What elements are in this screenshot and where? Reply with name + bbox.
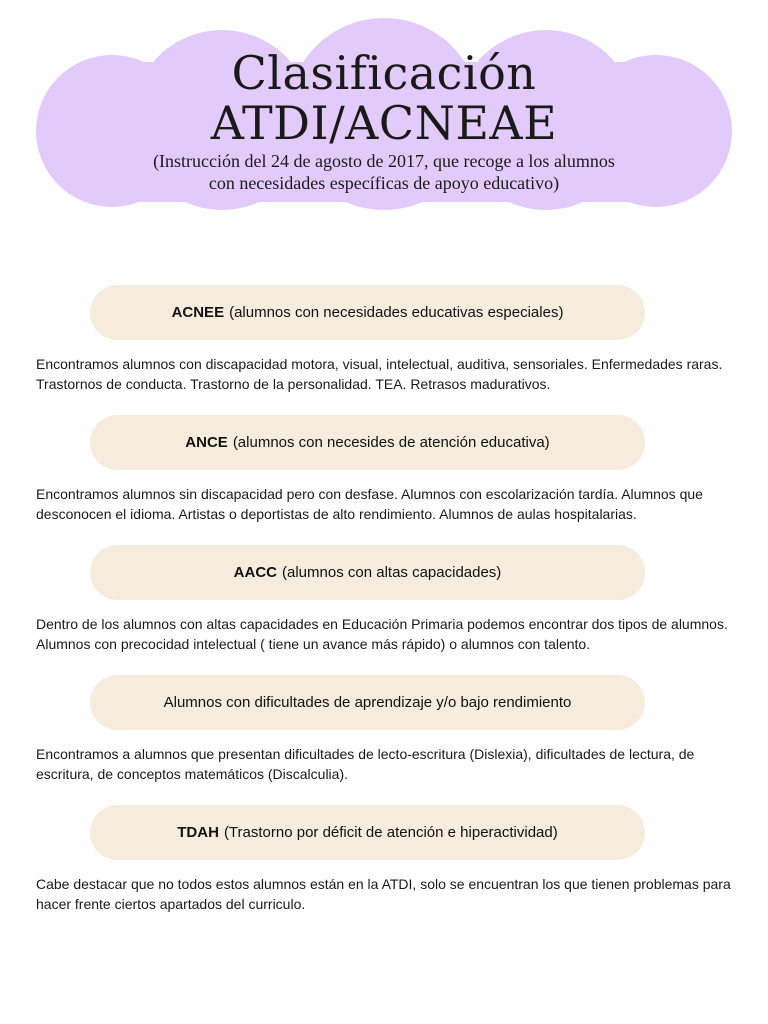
section-acronym: AACC xyxy=(233,564,278,581)
section-acronym: ANCE xyxy=(185,434,228,451)
section-heading-tdah xyxy=(90,805,645,860)
section-heading-dificultades xyxy=(90,675,645,730)
subtitle-line-2: con necesidades específicas de apoyo educativo) xyxy=(208,173,560,193)
section-heading-aacc xyxy=(90,545,645,600)
section-heading-acnee xyxy=(90,285,645,340)
page-title-line-2: ATDI/ACNEAE xyxy=(210,96,558,150)
header xyxy=(0,48,768,192)
section-acronym: TDAH xyxy=(177,824,219,841)
section-heading-text: (Trastorno por déficit de atención e hiperactividad) xyxy=(223,824,558,841)
page-title-line-1: Clasificación xyxy=(231,46,537,100)
subtitle-line-1: (Instrucción del 24 de agosto de 2017, que recoge a los alumnos xyxy=(153,151,615,171)
section-heading-text: (alumnos con necesides de atención educativa) xyxy=(232,434,550,451)
section-heading-ance xyxy=(90,415,645,470)
section-body-acnee: Encontramos alumnos con discapacidad motora, visual, intelectual, auditiva, sensoriales. Enfermedades raras. Trastornos de conducta. Trastorno de la personalidad. TEA. Retrasos madurativos. xyxy=(36,356,723,392)
section-acronym: ACNEE xyxy=(171,304,225,321)
section-heading-text: Alumnos con dificultades de aprendizaje y/o bajo rendimiento xyxy=(163,694,572,711)
section-heading-text: (alumnos con necesidades educativas especiales) xyxy=(229,304,564,321)
section-body-tdah: Cabe destacar que no todos estos alumnos están en la ATDI, solo se encuentran los que tienen problemas para hacer frente ciertos apartados del curriculo. xyxy=(36,876,731,912)
section-body-aacc: Dentro de los alumnos con altas capacidades en Educación Primaria podemos encontrar dos tipos de alumnos. Alumnos con precocidad intelectual ( tiene un avance más rápido) o alumnos con talento. xyxy=(36,616,728,652)
section-body-dificultades: Encontramos a alumnos que presentan dificultades de lecto-escritura (Dislexia), dificultades de lectura, de escritura, de conceptos matemáticos (Discalculia). xyxy=(36,746,695,782)
section-body-ance: Encontramos alumnos sin discapacidad pero con desfase. Alumnos con escolarización tardía. Alumnos que desconocen el idioma. Artistas o deportistas de alto rendimiento. Alumnos de aulas hospitalarias. xyxy=(36,486,703,522)
section-heading-text: (alumnos con altas capacidades) xyxy=(282,564,502,581)
